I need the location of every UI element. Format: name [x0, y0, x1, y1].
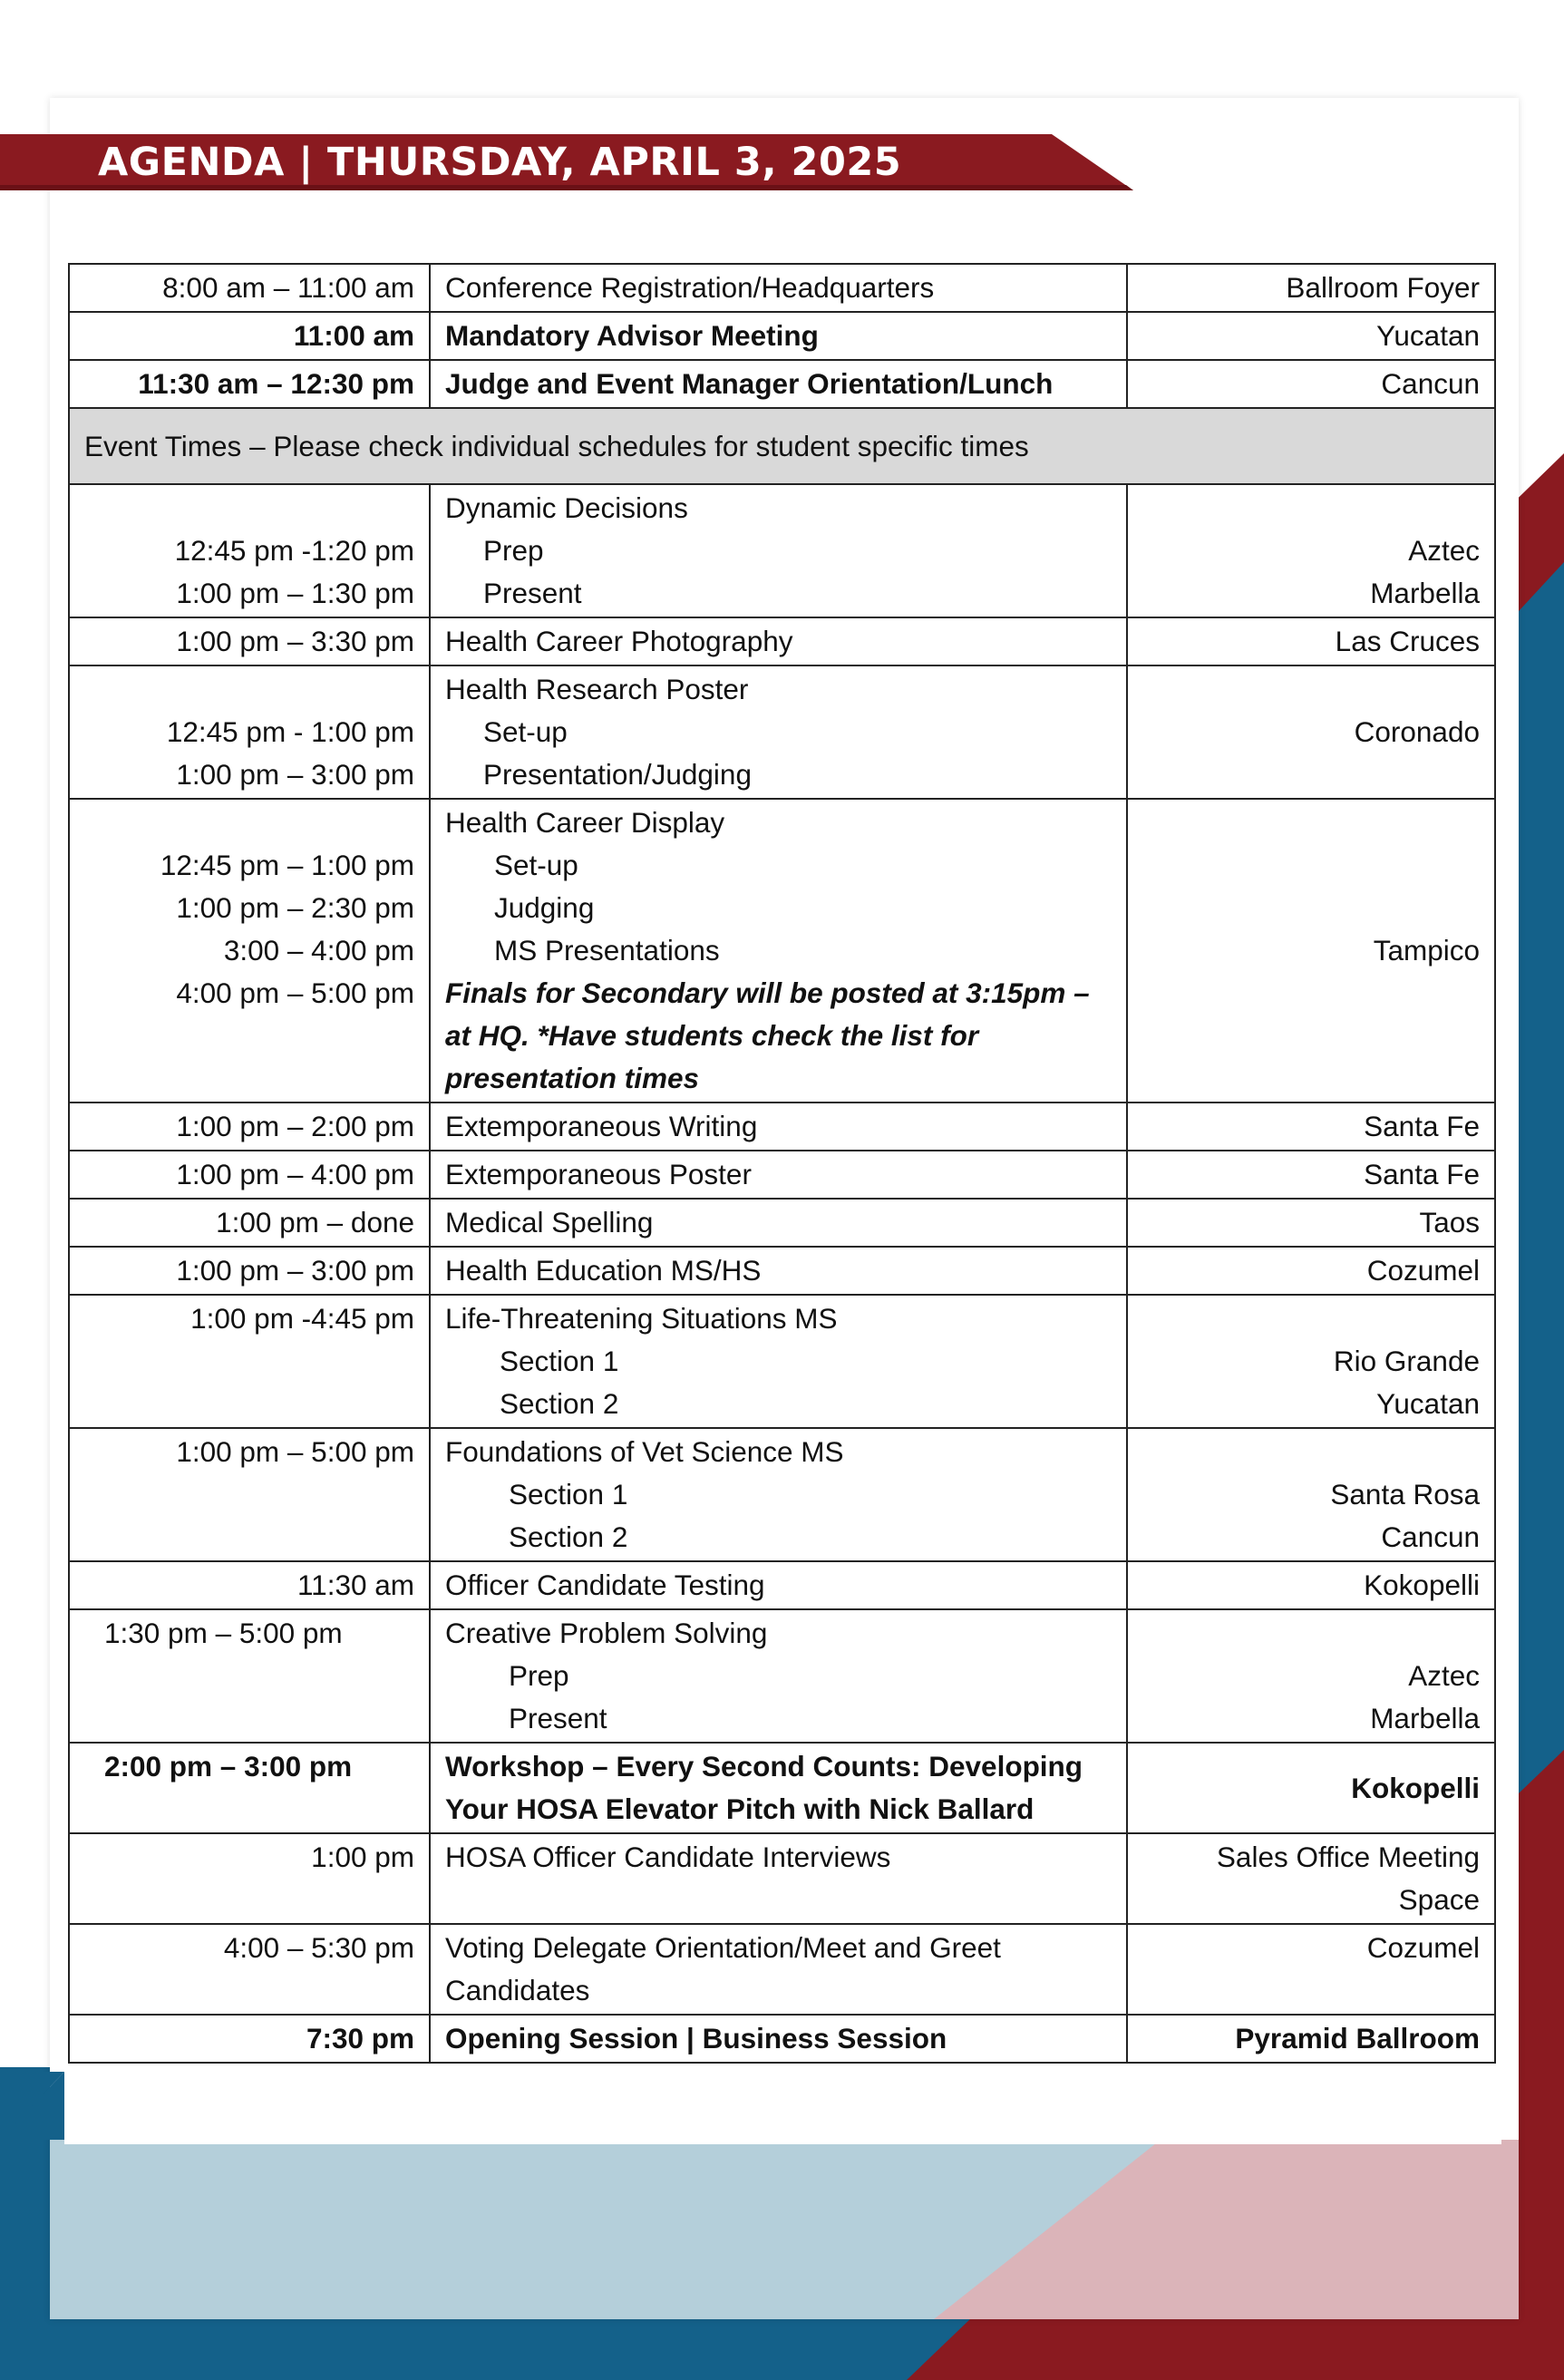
time-cell: 1:00 pm – 5:00 pm — [69, 1428, 430, 1561]
time-cell: 11:30 am – 12:30 pm — [69, 360, 430, 408]
event-cell — [430, 665, 1127, 799]
event-cell — [430, 484, 1127, 617]
event-cell: Extemporaneous Poster — [430, 1151, 1127, 1199]
event-subitem: Section 2 — [500, 1387, 619, 1420]
time-cell: 1:00 pm – 4:00 pm — [69, 1151, 430, 1199]
event-subitem: Section 2 — [509, 1520, 628, 1553]
agenda-table — [68, 263, 1496, 2064]
table-row — [69, 617, 1495, 665]
location-cell: Santa Fe — [1127, 1103, 1495, 1151]
time-line: 1:00 pm – 2:30 pm — [176, 891, 414, 924]
event-cell — [430, 1428, 1127, 1561]
time-line: 1:00 pm – 1:30 pm — [176, 577, 414, 609]
event-line: Candidates — [445, 1974, 590, 2006]
location-cell: Kokopelli — [1127, 1743, 1495, 1833]
event-cell — [430, 799, 1127, 1103]
table-row — [69, 2015, 1495, 2063]
event-subitem: Section 1 — [509, 1478, 628, 1511]
time-cell: 7:30 pm — [69, 2015, 430, 2063]
event-line: Voting Delegate Orientation/Meet and Greet — [445, 1931, 1001, 1964]
table-row — [69, 360, 1495, 408]
time-line: 12:45 pm -1:20 pm — [174, 534, 414, 567]
time-cell: 1:30 pm – 5:00 pm — [69, 1609, 430, 1743]
event-cell — [430, 1295, 1127, 1428]
table-row — [69, 1428, 1495, 1561]
location-cell: Pyramid Ballroom — [1127, 2015, 1495, 2063]
location-cell: Coronado — [1127, 665, 1495, 799]
event-title: Health Research Poster — [445, 673, 749, 705]
location-line: Yucatan — [1376, 1387, 1480, 1420]
time-cell — [69, 665, 430, 799]
time-cell — [69, 799, 430, 1103]
event-subitem: MS Presentations — [494, 934, 720, 967]
event-title: Foundations of Vet Science MS — [445, 1435, 844, 1468]
table-row — [69, 1247, 1495, 1295]
location-line: Cancun — [1381, 1520, 1480, 1553]
event-subitem: Set-up — [483, 715, 568, 748]
schedule-note: Event Times – Please check individual schedules for student specific times — [69, 408, 1495, 484]
location-cell: Tampico — [1127, 799, 1495, 1103]
location-cell: Yucatan — [1127, 312, 1495, 360]
time-cell: 1:00 pm – 3:00 pm — [69, 1247, 430, 1295]
location-cell — [1127, 1295, 1495, 1428]
location-cell — [1127, 484, 1495, 617]
table-row — [69, 1295, 1495, 1428]
event-cell: HOSA Officer Candidate Interviews — [430, 1833, 1127, 1924]
location-cell — [1127, 1833, 1495, 1924]
location-cell: Santa Fe — [1127, 1151, 1495, 1199]
event-subitem: Present — [509, 1702, 607, 1734]
event-line: Workshop – Every Second Counts: Developing — [445, 1750, 1083, 1783]
location-cell: Kokopelli — [1127, 1561, 1495, 1609]
table-row — [69, 1151, 1495, 1199]
time-cell: 4:00 – 5:30 pm — [69, 1924, 430, 2015]
location-line: Rio Grande — [1333, 1345, 1480, 1377]
event-cell: Mandatory Advisor Meeting — [430, 312, 1127, 360]
page-title: AGENDA | THURSDAY, APRIL 3, 2025 — [98, 140, 902, 185]
table-row — [69, 1103, 1495, 1151]
event-cell: Judge and Event Manager Orientation/Lunch — [430, 360, 1127, 408]
event-subitem: Present — [483, 577, 582, 609]
table-row — [69, 484, 1495, 617]
event-title: Health Career Display — [445, 806, 725, 839]
table-row — [69, 264, 1495, 312]
event-title: Dynamic Decisions — [445, 491, 688, 524]
location-cell: Las Cruces — [1127, 617, 1495, 665]
time-line: 3:00 – 4:00 pm — [223, 934, 414, 967]
time-line: 1:00 pm – 3:00 pm — [176, 758, 414, 791]
time-cell: 1:00 pm – done — [69, 1199, 430, 1247]
time-cell: 1:00 pm — [69, 1833, 430, 1924]
location-line: Aztec — [1408, 534, 1480, 567]
event-cell — [430, 1609, 1127, 1743]
location-cell: Cozumel — [1127, 1924, 1495, 2015]
table-row — [69, 665, 1495, 799]
location-line: Marbella — [1370, 577, 1480, 609]
event-cell — [430, 1924, 1127, 2015]
location-cell: Cancun — [1127, 360, 1495, 408]
location-cell — [1127, 1428, 1495, 1561]
event-title: Life-Threatening Situations MS — [445, 1302, 838, 1335]
event-cell — [430, 1743, 1127, 1833]
table-row — [69, 1833, 1495, 1924]
event-cell: Officer Candidate Testing — [430, 1561, 1127, 1609]
table-row — [69, 799, 1495, 1103]
event-subitem: Judging — [494, 891, 595, 924]
event-cell: Medical Spelling — [430, 1199, 1127, 1247]
time-line: 12:45 pm - 1:00 pm — [166, 715, 414, 748]
table-row — [69, 312, 1495, 360]
location-cell: Cozumel — [1127, 1247, 1495, 1295]
table-row — [69, 1743, 1495, 1833]
location-cell — [1127, 1609, 1495, 1743]
event-subitem: Prep — [483, 534, 544, 567]
finals-notice: at HQ. *Have students check the list for — [445, 1019, 979, 1052]
finals-notice: presentation times — [445, 1062, 700, 1094]
time-cell: 8:00 am – 11:00 am — [69, 264, 430, 312]
location-line: Aztec — [1408, 1659, 1480, 1692]
table-row — [69, 1561, 1495, 1609]
event-subitem: Prep — [509, 1659, 569, 1692]
time-line: 12:45 pm – 1:00 pm — [160, 849, 414, 881]
time-cell: 11:30 am — [69, 1561, 430, 1609]
event-title: Creative Problem Solving — [445, 1617, 768, 1649]
table-row — [69, 1199, 1495, 1247]
event-line: Your HOSA Elevator Pitch with Nick Ballard — [445, 1792, 1035, 1825]
time-cell: 11:00 am — [69, 312, 430, 360]
finals-notice: Finals for Secondary will be posted at 3:15pm – — [445, 976, 1090, 1009]
event-subitem: Section 1 — [500, 1345, 619, 1377]
event-cell: Opening Session | Business Session — [430, 2015, 1127, 2063]
location-cell: Taos — [1127, 1199, 1495, 1247]
location-line: Sales Office Meeting — [1216, 1841, 1480, 1873]
time-cell — [69, 484, 430, 617]
event-cell: Health Career Photography — [430, 617, 1127, 665]
time-cell: 1:00 pm -4:45 pm — [69, 1295, 430, 1428]
schedule-note-row — [69, 408, 1495, 484]
event-cell: Health Education MS/HS — [430, 1247, 1127, 1295]
event-subitem: Presentation/Judging — [483, 758, 752, 791]
time-cell: 2:00 pm – 3:00 pm — [69, 1743, 430, 1833]
table-row — [69, 1924, 1495, 2015]
location-line: Marbella — [1370, 1702, 1480, 1734]
event-cell: Conference Registration/Headquarters — [430, 264, 1127, 312]
location-line: Space — [1398, 1883, 1480, 1916]
event-cell: Extemporaneous Writing — [430, 1103, 1127, 1151]
time-line: 4:00 pm – 5:00 pm — [176, 976, 414, 1009]
table-row — [69, 1609, 1495, 1743]
time-cell: 1:00 pm – 2:00 pm — [69, 1103, 430, 1151]
location-cell: Ballroom Foyer — [1127, 264, 1495, 312]
event-subitem: Set-up — [494, 849, 578, 881]
location-line: Santa Rosa — [1330, 1478, 1480, 1511]
time-cell: 1:00 pm – 3:30 pm — [69, 617, 430, 665]
